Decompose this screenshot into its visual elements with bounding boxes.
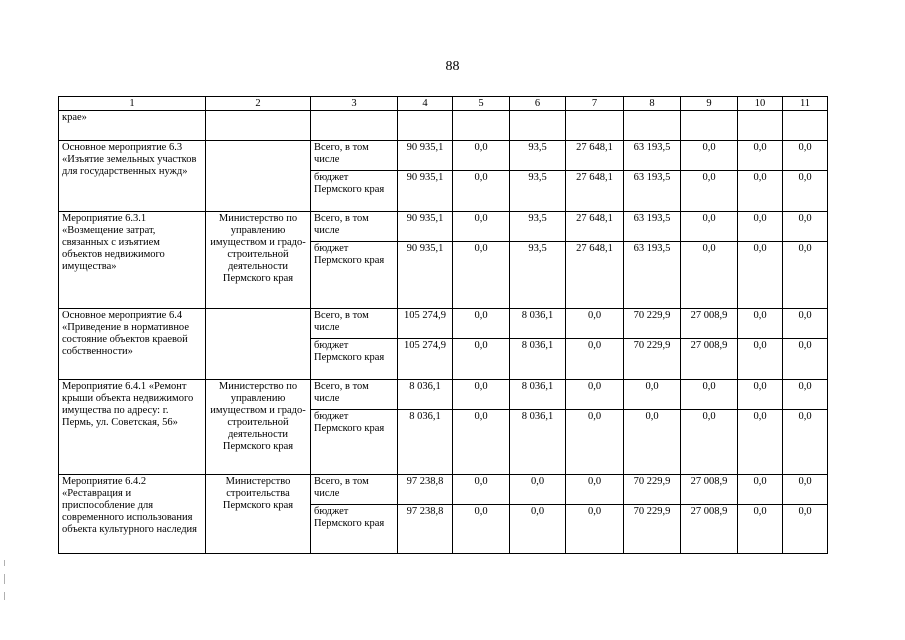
empty-cell xyxy=(311,111,398,141)
funding-source: Всего, в том числе xyxy=(311,141,398,171)
empty-cell xyxy=(783,111,828,141)
empty-cell xyxy=(206,111,311,141)
amount-cell: 0,0 xyxy=(510,505,566,554)
amount-cell: 0,0 xyxy=(738,505,783,554)
amount-cell: 27 008,9 xyxy=(681,339,738,380)
table-row xyxy=(59,309,828,339)
amount-cell: 0,0 xyxy=(738,339,783,380)
amount-cell: 27 648,1 xyxy=(566,242,624,309)
amount-cell: 0,0 xyxy=(453,212,510,242)
funding-source: Всего, в том числе xyxy=(311,475,398,505)
amount-cell: 0,0 xyxy=(566,475,624,505)
amount-cell: 0,0 xyxy=(681,242,738,309)
amount-cell: 0,0 xyxy=(681,171,738,212)
amount-cell: 27 008,9 xyxy=(681,505,738,554)
amount-cell: 0,0 xyxy=(453,339,510,380)
amount-cell: 0,0 xyxy=(453,380,510,410)
column-header: 2 xyxy=(206,97,311,111)
amount-cell: 0,0 xyxy=(681,141,738,171)
amount-cell: 0,0 xyxy=(783,171,828,212)
amount-cell: 27 648,1 xyxy=(566,171,624,212)
measure-name: Основное мероприятие 6.3 «Изъятие земельных участков для государственных нужд» xyxy=(59,141,206,212)
amount-cell: 0,0 xyxy=(681,380,738,410)
empty-cell xyxy=(624,111,681,141)
amount-cell: 8 036,1 xyxy=(510,339,566,380)
amount-cell: 90 935,1 xyxy=(398,212,453,242)
amount-cell: 0,0 xyxy=(738,141,783,171)
column-header: 10 xyxy=(738,97,783,111)
amount-cell: 90 935,1 xyxy=(398,242,453,309)
amount-cell: 0,0 xyxy=(453,505,510,554)
amount-cell: 0,0 xyxy=(566,309,624,339)
empty-cell xyxy=(453,111,510,141)
amount-cell: 0,0 xyxy=(566,505,624,554)
column-header: 8 xyxy=(624,97,681,111)
table-row xyxy=(59,141,828,171)
continuation-text: крае» xyxy=(59,111,206,141)
amount-cell: 97 238,8 xyxy=(398,475,453,505)
amount-cell: 0,0 xyxy=(453,141,510,171)
amount-cell: 63 193,5 xyxy=(624,212,681,242)
column-header: 1 xyxy=(59,97,206,111)
amount-cell: 0,0 xyxy=(738,212,783,242)
amount-cell: 0,0 xyxy=(566,380,624,410)
amount-cell: 93,5 xyxy=(510,171,566,212)
amount-cell: 0,0 xyxy=(566,410,624,475)
amount-cell: 63 193,5 xyxy=(624,171,681,212)
amount-cell: 93,5 xyxy=(510,212,566,242)
funding-source: Всего, в том числе xyxy=(311,380,398,410)
amount-cell: 63 193,5 xyxy=(624,242,681,309)
measure-name: Мероприятие 6.3.1 «Возмещение затрат, связанных с изъятием объектов недвижимого имущества» xyxy=(59,212,206,309)
amount-cell: 0,0 xyxy=(738,171,783,212)
measure-name: Мероприятие 6.4.1 «Ремонт крыши объекта недвижимого имущества по адресу: г. Пермь, ул. Советская, 56» xyxy=(59,380,206,475)
column-number-row xyxy=(59,97,828,111)
amount-cell: 0,0 xyxy=(783,410,828,475)
amount-cell: 8 036,1 xyxy=(510,309,566,339)
amount-cell: 0,0 xyxy=(783,141,828,171)
responsible-executor: Министерство строительства Пермского края xyxy=(206,475,311,554)
amount-cell: 70 229,9 xyxy=(624,309,681,339)
responsible-executor: Министерство по управлению имуществом и градо-строительной деятельности Пермского края xyxy=(206,380,311,475)
table-body xyxy=(59,111,828,554)
amount-cell: 0,0 xyxy=(510,475,566,505)
funding-source: бюджет Пермского края xyxy=(311,410,398,475)
responsible-executor: Министерство по управлению имуществом и градо-строительной деятельности Пермского края xyxy=(206,212,311,309)
continuation-row xyxy=(59,111,828,141)
amount-cell: 0,0 xyxy=(453,171,510,212)
amount-cell: 90 935,1 xyxy=(398,141,453,171)
scan-marks xyxy=(4,560,6,620)
amount-cell: 0,0 xyxy=(783,505,828,554)
empty-cell xyxy=(510,111,566,141)
measure-name: Мероприятие 6.4.2 «Реставрация и приспособление для современного использования объекта культурного наследия xyxy=(59,475,206,554)
amount-cell: 0,0 xyxy=(738,475,783,505)
table-row xyxy=(59,475,828,505)
funding-source: Всего, в том числе xyxy=(311,309,398,339)
amount-cell: 0,0 xyxy=(681,212,738,242)
amount-cell: 0,0 xyxy=(738,380,783,410)
amount-cell: 8 036,1 xyxy=(510,410,566,475)
amount-cell: 8 036,1 xyxy=(510,380,566,410)
amount-cell: 0,0 xyxy=(453,475,510,505)
amount-cell: 27 648,1 xyxy=(566,141,624,171)
funding-source: бюджет Пермского края xyxy=(311,242,398,309)
measure-name: Основное мероприятие 6.4 «Приведение в нормативное состояние объектов краевой собственности» xyxy=(59,309,206,380)
amount-cell: 0,0 xyxy=(624,410,681,475)
amount-cell: 8 036,1 xyxy=(398,380,453,410)
amount-cell: 0,0 xyxy=(783,475,828,505)
amount-cell: 0,0 xyxy=(453,309,510,339)
funding-source: Всего, в том числе xyxy=(311,212,398,242)
amount-cell: 0,0 xyxy=(783,242,828,309)
column-header: 6 xyxy=(510,97,566,111)
amount-cell: 70 229,9 xyxy=(624,475,681,505)
page-number: 88 xyxy=(445,59,460,74)
column-header: 5 xyxy=(453,97,510,111)
amount-cell: 0,0 xyxy=(566,339,624,380)
table-row xyxy=(59,380,828,410)
column-header: 3 xyxy=(311,97,398,111)
amount-cell: 70 229,9 xyxy=(624,339,681,380)
amount-cell: 93,5 xyxy=(510,242,566,309)
responsible-executor xyxy=(206,141,311,212)
amount-cell: 70 229,9 xyxy=(624,505,681,554)
funding-source: бюджет Пермского края xyxy=(311,505,398,554)
amount-cell: 0,0 xyxy=(738,410,783,475)
amount-cell: 0,0 xyxy=(783,339,828,380)
amount-cell: 27 648,1 xyxy=(566,212,624,242)
amount-cell: 0,0 xyxy=(453,410,510,475)
column-header: 4 xyxy=(398,97,453,111)
column-header: 11 xyxy=(783,97,828,111)
amount-cell: 90 935,1 xyxy=(398,171,453,212)
empty-cell xyxy=(681,111,738,141)
amount-cell: 0,0 xyxy=(783,380,828,410)
amount-cell: 0,0 xyxy=(624,380,681,410)
amount-cell: 0,0 xyxy=(738,242,783,309)
column-header: 7 xyxy=(566,97,624,111)
amount-cell: 97 238,8 xyxy=(398,505,453,554)
amount-cell: 63 193,5 xyxy=(624,141,681,171)
amount-cell: 105 274,9 xyxy=(398,339,453,380)
empty-cell xyxy=(398,111,453,141)
amount-cell: 0,0 xyxy=(783,212,828,242)
responsible-executor xyxy=(206,309,311,380)
amount-cell: 27 008,9 xyxy=(681,475,738,505)
column-header: 9 xyxy=(681,97,738,111)
empty-cell xyxy=(738,111,783,141)
amount-cell: 0,0 xyxy=(738,309,783,339)
amount-cell: 0,0 xyxy=(453,242,510,309)
funding-source: бюджет Пермского края xyxy=(311,339,398,380)
amount-cell: 93,5 xyxy=(510,141,566,171)
empty-cell xyxy=(566,111,624,141)
funding-source: бюджет Пермского края xyxy=(311,171,398,212)
amount-cell: 0,0 xyxy=(681,410,738,475)
amount-cell: 27 008,9 xyxy=(681,309,738,339)
amount-cell: 105 274,9 xyxy=(398,309,453,339)
amount-cell: 0,0 xyxy=(783,309,828,339)
table-row xyxy=(59,212,828,242)
amount-cell: 8 036,1 xyxy=(398,410,453,475)
budget-table xyxy=(58,96,828,554)
